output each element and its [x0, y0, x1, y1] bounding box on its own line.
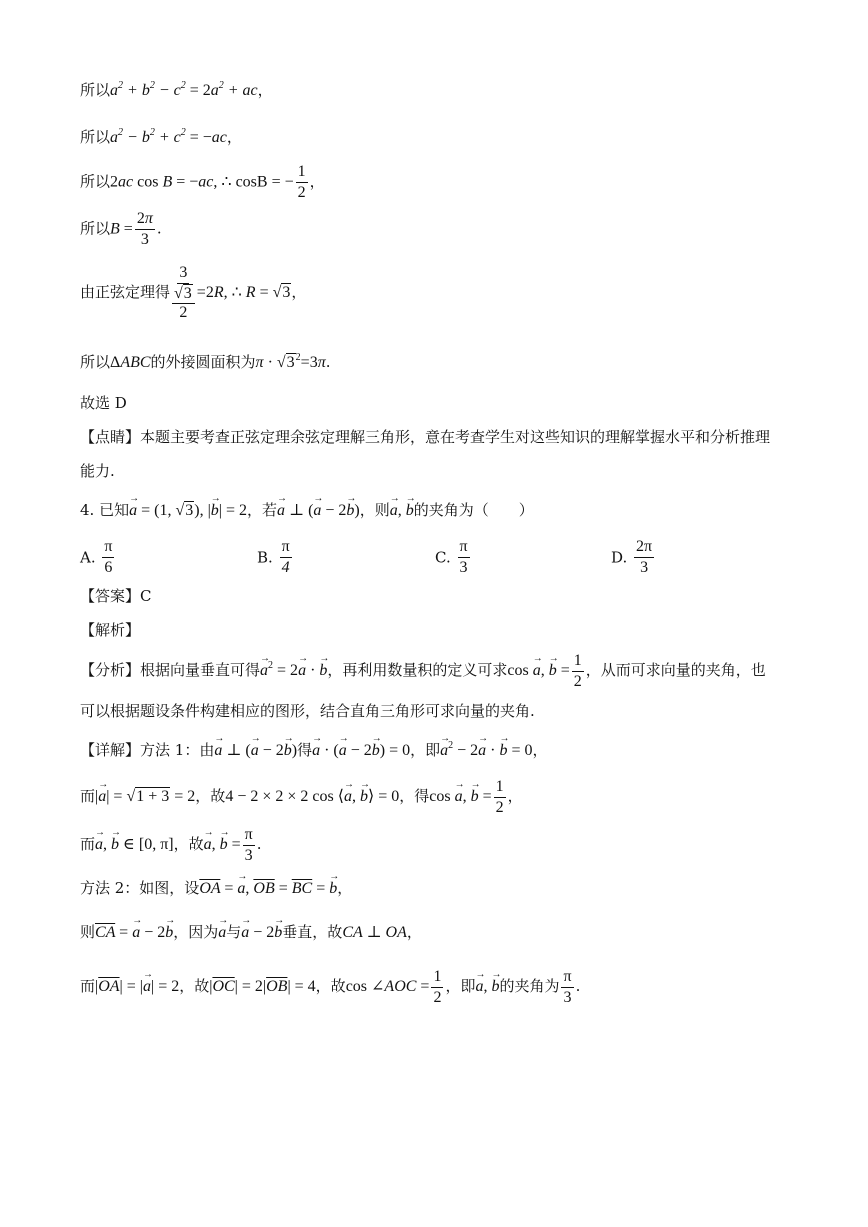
text: ，故: [315, 977, 346, 995]
text: ，得: [399, 787, 430, 805]
text: ，: [507, 787, 523, 805]
text: 所以: [80, 81, 111, 99]
text: 方法 2：如图，设: [80, 879, 200, 897]
text: ，因为: [173, 923, 219, 941]
jiexi: [80, 620, 140, 640]
line-1: 所以$a^2 + b^2 - c^2 = 2a^2$ + ac，: [80, 80, 273, 99]
text: 得: [297, 741, 313, 759]
text: .: [256, 835, 262, 853]
text: 4. 已知: [80, 501, 130, 519]
text: 而: [80, 787, 96, 805]
text: ，故: [179, 977, 210, 995]
fraction: $\frac{3}{\frac{√3}{2}}$: [172, 264, 195, 322]
fraction: $\frac{1}{2}$: [433, 967, 442, 1006]
formula: =2R, ∴ R = √3: [196, 284, 291, 301]
text: 所以: [80, 219, 111, 238]
text: 故选 D: [80, 394, 127, 412]
formula: → a, → b =: [204, 836, 241, 853]
line-ze: [80, 918, 422, 947]
text: 垂直，故: [282, 923, 343, 941]
formula: 2ac cos B = −ac, ∴ cosB = −: [110, 173, 294, 191]
formula: $|\overline{OA}|$ = |→ a| = 2: [95, 978, 179, 995]
option-a: [80, 538, 116, 577]
text: ，若: [247, 501, 278, 519]
method-2: [80, 874, 352, 903]
fraction: $\frac{\pi}{3}$: [459, 538, 468, 576]
formula: $|\overline{OC}| = 2|\overline{OB}| = 4$: [209, 978, 316, 995]
text: ，从而可求向量的夹角，也: [585, 661, 766, 679]
formula: 4 − 2 × 2 × 2 cos ⟨→ a, → b⟩ = 0: [225, 788, 399, 805]
formula: $\overline{CA}$ = → a − 2→ b: [95, 924, 173, 941]
text: ，即: [410, 741, 441, 759]
line-6: 所以ΔABC的外接圆面积为$\pi \cdot √3^2=3\pi$.: [80, 352, 331, 371]
label: D.: [611, 548, 628, 567]
option-b: [257, 538, 294, 577]
text: 根据向量垂直可得: [140, 661, 261, 679]
fraction: $\frac{1}{2}$: [495, 777, 504, 816]
text: 而: [80, 977, 96, 995]
label: C.: [435, 548, 451, 567]
text: 与: [226, 923, 242, 941]
text: ，再利用数量积的定义可求: [327, 661, 508, 679]
formula: → a · (→ a − 2→ b) = 0: [312, 742, 410, 759]
text: 的夹角为（ ）: [413, 501, 534, 519]
answer: [80, 586, 151, 606]
formula: → $a^2 - 2\to a$ · → b = 0: [440, 742, 532, 759]
text: ，故: [173, 835, 204, 853]
formula: cos → a, → b =: [507, 662, 569, 679]
formula: → a, → b ∈ [0, π]: [95, 836, 174, 853]
line-5: 由正弦定理得 $\frac{3}{\frac{√3}{2}}$ =2R, ∴ R = √3，: [80, 264, 307, 321]
line-4: 所以B = $\frac{2\pi}{3}$ .: [80, 210, 162, 248]
fraction: $\frac{2\pi}{3}$: [636, 538, 653, 576]
formula: → a, → b: [475, 978, 499, 995]
text: 本题主要考查正弦定理余弦定理解三角形，意在考查学生对这些知识的理解掌握水平和分析推理: [140, 428, 771, 446]
formula: CA ⊥ OA: [342, 924, 407, 941]
text: 的外接圆面积为: [150, 353, 256, 371]
tag: 【详解】: [80, 741, 141, 759]
formula: → a = (1, √3), |→ b| = 2: [129, 502, 247, 519]
formula: → a: [218, 924, 226, 941]
fraction: $\frac{1}{2}$: [297, 163, 306, 201]
text: 所以: [80, 128, 111, 146]
formula: B =: [110, 220, 133, 238]
fraction: $\frac{\pi}{4}$: [281, 538, 290, 576]
fraction: $\frac{1}{2}$: [573, 651, 582, 690]
text: ，则: [359, 501, 390, 519]
question-4: [80, 496, 534, 525]
formula: ΔABC: [110, 354, 151, 371]
dianjing-cont: [80, 461, 115, 481]
tag: 【点睛】: [80, 428, 141, 446]
text: ，故: [195, 787, 226, 805]
text: 方法 1：由: [140, 741, 215, 759]
tag: 【分析】: [80, 661, 141, 679]
fenxi-cont: [80, 701, 535, 721]
fraction: $\frac{\pi}{3}$: [563, 967, 572, 1006]
formula: $\overline{OA}$ = → a, $\overline{OB} = \overline{BC}$ = → b: [199, 880, 337, 897]
fraction: $\frac{\pi}{3}$: [244, 825, 253, 864]
text: 【解析】: [80, 621, 141, 639]
formula: → a, → b: [390, 502, 414, 519]
text: 可以根据题设条件构建相应的图形，结合直角三角形可求向量的夹角.: [80, 702, 535, 720]
formula: → a − 2→ b: [241, 924, 282, 941]
answer-choice: [80, 393, 127, 413]
formula: $\pi \cdot √3^2=3\pi$: [255, 352, 326, 371]
formula: cos ∠AOC =: [345, 978, 430, 995]
text: ，: [337, 879, 353, 897]
line-er: [80, 776, 523, 817]
options-row: [80, 538, 780, 582]
text: ，: [406, 923, 422, 941]
text: 由正弦定理得: [80, 283, 171, 301]
option-c: [435, 538, 472, 577]
formula: |→ a| = √1 + 3 = 2: [95, 788, 195, 805]
line-2: 所以$a^2 - b^2 + c^2 = -ac$，: [80, 127, 242, 146]
line-3: 所以2ac cos B = −ac, ∴ cosB = − $\frac{1}{2}$ ，: [80, 163, 325, 201]
line-er2: [80, 824, 262, 865]
text: 而: [80, 835, 96, 853]
text: 所以: [80, 172, 111, 191]
line-last: [80, 966, 580, 1007]
fenxi: [80, 650, 766, 691]
formula: $a^2 - b^2 + c^2 = -ac$: [110, 127, 227, 146]
formula: → a ⊥ (→ a − 2→ b): [277, 502, 360, 519]
label: B.: [257, 548, 273, 567]
text: ，: [532, 741, 548, 759]
formula: cos → a, → b =: [429, 788, 491, 805]
text: ，即: [445, 977, 476, 995]
label: A.: [80, 548, 96, 567]
text: 能力.: [80, 462, 115, 480]
text: 【答案】C: [80, 587, 152, 605]
text: 则: [80, 923, 96, 941]
formula: $a^2 + b^2 - c^2 = 2a^2$ + ac: [110, 80, 258, 99]
text: 所以: [80, 353, 111, 371]
xiangjie: [80, 736, 548, 765]
formula: → $a^2 = 2\to a$ · → b: [260, 662, 327, 679]
formula: → a ⊥ (→ a − 2→ b): [214, 742, 297, 759]
fraction: $\frac{\pi}{6}$: [104, 538, 113, 576]
option-d: [611, 538, 656, 577]
text: 的夹角为: [499, 977, 560, 995]
fraction: $\frac{2\pi}{3}$: [136, 210, 153, 248]
text: .: [575, 977, 581, 995]
dianjing: [80, 427, 770, 447]
